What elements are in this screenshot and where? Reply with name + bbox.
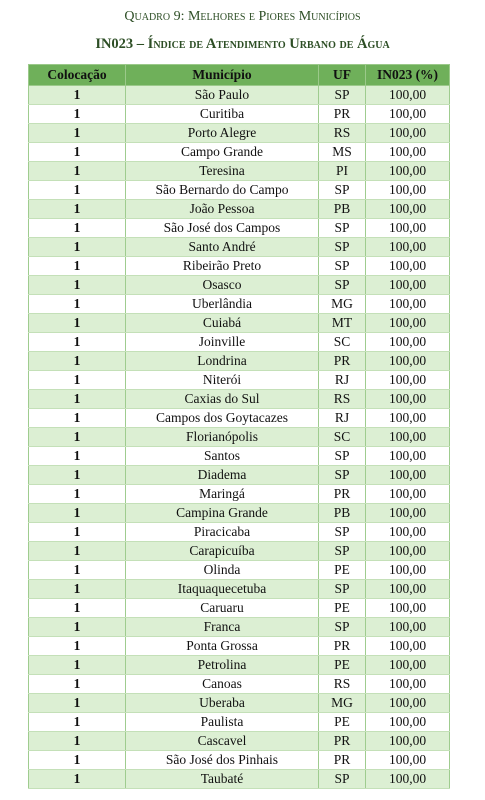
state-cell: SP [319, 466, 366, 485]
table-row [29, 504, 450, 523]
table-row [29, 390, 450, 409]
state-cell: PI [319, 162, 366, 181]
rank-cell: 1 [29, 371, 126, 390]
rank-cell: 1 [29, 485, 126, 504]
state-cell: PR [319, 105, 366, 124]
municipality-cell: Piracicaba [126, 523, 319, 542]
municipality-cell: Maringá [126, 485, 319, 504]
index-value-cell: 100,00 [366, 181, 450, 200]
rank-cell: 1 [29, 200, 126, 219]
index-value-cell: 100,00 [366, 637, 450, 656]
index-value-cell: 100,00 [366, 333, 450, 352]
municipality-cell: Florianópolis [126, 428, 319, 447]
table-row [29, 485, 450, 504]
state-cell: RS [319, 390, 366, 409]
state-cell: PR [319, 352, 366, 371]
rank-cell: 1 [29, 219, 126, 238]
table-row [29, 713, 450, 732]
rank-cell: 1 [29, 257, 126, 276]
state-cell: MG [319, 295, 366, 314]
index-value-cell: 100,00 [366, 86, 450, 105]
state-cell: MT [319, 314, 366, 333]
rank-cell: 1 [29, 580, 126, 599]
state-cell: RS [319, 675, 366, 694]
state-cell: PB [319, 200, 366, 219]
index-value-cell: 100,00 [366, 542, 450, 561]
municipality-cell: Campos dos Goytacazes [126, 409, 319, 428]
table-row [29, 542, 450, 561]
rank-cell: 1 [29, 333, 126, 352]
municipality-cell: Cuiabá [126, 314, 319, 333]
index-value-cell: 100,00 [366, 618, 450, 637]
state-cell: MS [319, 143, 366, 162]
state-cell: SP [319, 447, 366, 466]
municipality-cell: São Paulo [126, 86, 319, 105]
municipality-cell: Porto Alegre [126, 124, 319, 143]
rank-cell: 1 [29, 713, 126, 732]
index-value-cell: 100,00 [366, 694, 450, 713]
municipality-cell: Carapicuíba [126, 542, 319, 561]
state-cell: PE [319, 561, 366, 580]
table-row [29, 618, 450, 637]
municipality-cell: Petrolina [126, 656, 319, 675]
municipality-cell: Joinville [126, 333, 319, 352]
table-row [29, 580, 450, 599]
municipality-cell: Taubaté [126, 770, 319, 789]
index-value-cell: 100,00 [366, 523, 450, 542]
table-row [29, 447, 450, 466]
table-subtitle: IN023 – Índice de Atendimento Urbano de Água [95, 36, 390, 52]
state-cell: SP [319, 618, 366, 637]
index-value-cell: 100,00 [366, 713, 450, 732]
table-row [29, 143, 450, 162]
table-row [29, 466, 450, 485]
rank-cell: 1 [29, 162, 126, 181]
column-header-municipality: Município [126, 65, 319, 86]
municipality-cell: Osasco [126, 276, 319, 295]
municipality-cell: Santo André [126, 238, 319, 257]
municipality-cell: Uberlândia [126, 295, 319, 314]
rank-cell: 1 [29, 428, 126, 447]
table-row [29, 257, 450, 276]
state-cell: SP [319, 238, 366, 257]
table-row [29, 333, 450, 352]
rank-cell: 1 [29, 447, 126, 466]
index-value-cell: 100,00 [366, 485, 450, 504]
table-row [29, 314, 450, 333]
municipality-cell: Curitiba [126, 105, 319, 124]
table-row [29, 200, 450, 219]
rank-cell: 1 [29, 238, 126, 257]
index-value-cell: 100,00 [366, 105, 450, 124]
state-cell: PR [319, 485, 366, 504]
table-row [29, 295, 450, 314]
municipality-cell: Caruaru [126, 599, 319, 618]
index-value-cell: 100,00 [366, 428, 450, 447]
municipality-cell: Londrina [126, 352, 319, 371]
index-value-cell: 100,00 [366, 447, 450, 466]
table-row [29, 409, 450, 428]
state-cell: SC [319, 428, 366, 447]
rank-cell: 1 [29, 732, 126, 751]
state-cell: RJ [319, 409, 366, 428]
table-row [29, 238, 450, 257]
index-value-cell: 100,00 [366, 371, 450, 390]
state-cell: MG [319, 694, 366, 713]
rank-cell: 1 [29, 656, 126, 675]
table-row [29, 181, 450, 200]
municipality-cell: São José dos Campos [126, 219, 319, 238]
state-cell: PR [319, 751, 366, 770]
table-row [29, 694, 450, 713]
state-cell: PE [319, 599, 366, 618]
municipality-cell: Campo Grande [126, 143, 319, 162]
state-cell: SP [319, 580, 366, 599]
rank-cell: 1 [29, 124, 126, 143]
index-value-cell: 100,00 [366, 295, 450, 314]
municipality-cell: São Bernardo do Campo [126, 181, 319, 200]
rank-cell: 1 [29, 105, 126, 124]
table-row [29, 675, 450, 694]
rank-cell: 1 [29, 352, 126, 371]
rank-cell: 1 [29, 694, 126, 713]
state-cell: SP [319, 181, 366, 200]
table-row [29, 656, 450, 675]
municipality-cell: Uberaba [126, 694, 319, 713]
municipality-cell: João Pessoa [126, 200, 319, 219]
municipality-cell: Itaquaquecetuba [126, 580, 319, 599]
index-value-cell: 100,00 [366, 200, 450, 219]
rank-cell: 1 [29, 86, 126, 105]
state-cell: PE [319, 656, 366, 675]
state-cell: SP [319, 219, 366, 238]
table-row [29, 637, 450, 656]
state-cell: SP [319, 86, 366, 105]
index-value-cell: 100,00 [366, 656, 450, 675]
table-row [29, 162, 450, 181]
index-value-cell: 100,00 [366, 466, 450, 485]
municipality-cell: Franca [126, 618, 319, 637]
index-value-cell: 100,00 [366, 314, 450, 333]
rank-cell: 1 [29, 276, 126, 295]
municipality-cell: São José dos Pinhais [126, 751, 319, 770]
table-row [29, 523, 450, 542]
index-value-cell: 100,00 [366, 675, 450, 694]
column-header-state: UF [319, 65, 366, 86]
index-value-cell: 100,00 [366, 409, 450, 428]
table-row [29, 124, 450, 143]
municipality-cell: Olinda [126, 561, 319, 580]
index-value-cell: 100,00 [366, 751, 450, 770]
state-cell: SP [319, 542, 366, 561]
municipality-cell: Niterói [126, 371, 319, 390]
table-row [29, 561, 450, 580]
index-value-cell: 100,00 [366, 561, 450, 580]
municipality-cell: Diadema [126, 466, 319, 485]
rank-cell: 1 [29, 675, 126, 694]
state-cell: SP [319, 257, 366, 276]
rank-cell: 1 [29, 181, 126, 200]
state-cell: SP [319, 276, 366, 295]
municipality-cell: Santos [126, 447, 319, 466]
rank-cell: 1 [29, 143, 126, 162]
table-row [29, 599, 450, 618]
municipality-cell: Ribeirão Preto [126, 257, 319, 276]
index-value-cell: 100,00 [366, 257, 450, 276]
column-header-rank: Colocação [29, 65, 126, 86]
index-value-cell: 100,00 [366, 580, 450, 599]
rank-cell: 1 [29, 504, 126, 523]
index-value-cell: 100,00 [366, 504, 450, 523]
table-row [29, 428, 450, 447]
municipality-cell: Teresina [126, 162, 319, 181]
index-value-cell: 100,00 [366, 352, 450, 371]
header-row [29, 65, 450, 86]
state-cell: PR [319, 637, 366, 656]
index-value-cell: 100,00 [366, 124, 450, 143]
rank-cell: 1 [29, 618, 126, 637]
index-value-cell: 100,00 [366, 219, 450, 238]
table-row [29, 105, 450, 124]
rank-cell: 1 [29, 390, 126, 409]
rank-cell: 1 [29, 751, 126, 770]
index-value-cell: 100,00 [366, 162, 450, 181]
index-value-cell: 100,00 [366, 238, 450, 257]
ranking-table [28, 64, 450, 789]
table-row [29, 276, 450, 295]
municipality-cell: Campina Grande [126, 504, 319, 523]
table-row [29, 371, 450, 390]
index-value-cell: 100,00 [366, 599, 450, 618]
state-cell: PB [319, 504, 366, 523]
municipality-cell: Ponta Grossa [126, 637, 319, 656]
rank-cell: 1 [29, 599, 126, 618]
index-value-cell: 100,00 [366, 732, 450, 751]
rank-cell: 1 [29, 561, 126, 580]
state-cell: SC [319, 333, 366, 352]
rank-cell: 1 [29, 314, 126, 333]
rank-cell: 1 [29, 466, 126, 485]
table-row [29, 352, 450, 371]
state-cell: RJ [319, 371, 366, 390]
municipality-cell: Cascavel [126, 732, 319, 751]
rank-cell: 1 [29, 523, 126, 542]
municipality-cell: Caxias do Sul [126, 390, 319, 409]
table-caption: Quadro 9: Melhores e Piores Municípios [124, 9, 361, 24]
column-header-index: IN023 (%) [366, 65, 450, 86]
state-cell: SP [319, 770, 366, 789]
rank-cell: 1 [29, 770, 126, 789]
rank-cell: 1 [29, 637, 126, 656]
state-cell: PR [319, 732, 366, 751]
municipality-cell: Paulista [126, 713, 319, 732]
table-row [29, 770, 450, 789]
state-cell: RS [319, 124, 366, 143]
state-cell: PE [319, 713, 366, 732]
rank-cell: 1 [29, 409, 126, 428]
municipality-cell: Canoas [126, 675, 319, 694]
table-row [29, 86, 450, 105]
state-cell: SP [319, 523, 366, 542]
index-value-cell: 100,00 [366, 143, 450, 162]
rank-cell: 1 [29, 542, 126, 561]
table-row [29, 219, 450, 238]
rank-cell: 1 [29, 295, 126, 314]
table-row [29, 732, 450, 751]
index-value-cell: 100,00 [366, 276, 450, 295]
index-value-cell: 100,00 [366, 390, 450, 409]
table-row [29, 751, 450, 770]
index-value-cell: 100,00 [366, 770, 450, 789]
